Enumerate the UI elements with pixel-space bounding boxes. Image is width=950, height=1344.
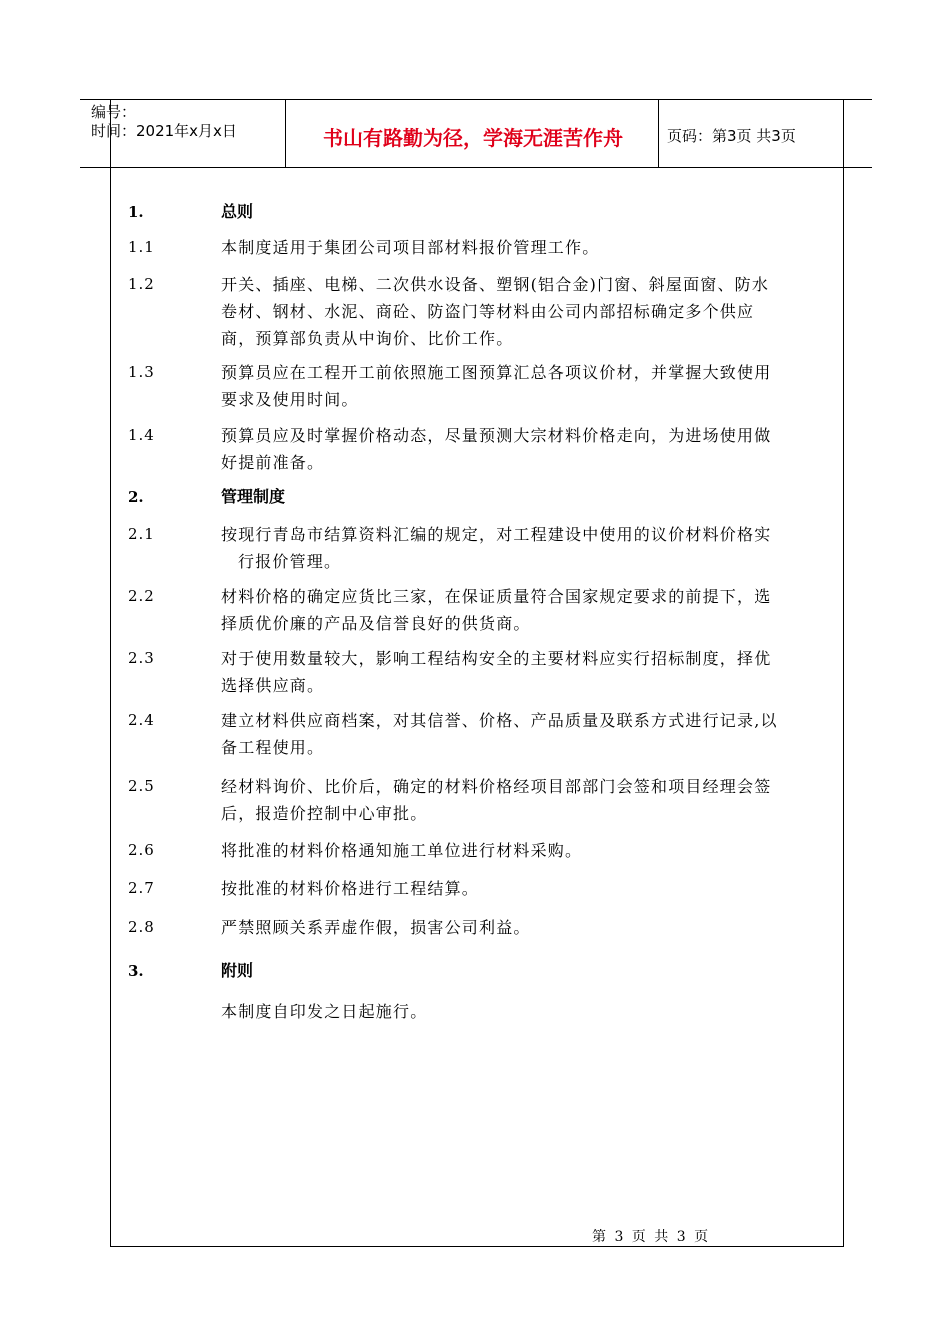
section-number: 2.: [128, 488, 144, 506]
item-line: 按批准的材料价格进行工程结算。: [221, 879, 480, 898]
section-title: 管理制度: [221, 487, 286, 506]
item-line: 行报价管理。: [238, 552, 342, 571]
document-number-label: 编号：: [91, 103, 137, 121]
item-line: 开关、插座、电梯、二次供水设备、塑钢(铝合金)门窗、斜屋面窗、防水: [221, 275, 770, 294]
item-line: 卷材、钢材、水泥、商砼、防盗门等材料由公司内部招标确定多个供应: [221, 302, 755, 321]
item-text: [221, 422, 849, 476]
section-number: 1.: [128, 203, 144, 221]
item-line: 择质优价廉的产品及信誉良好的供货商。: [221, 614, 531, 633]
item-line: 预算员应在工程开工前依照施工图预算汇总各项议价材，并掌握大致使用: [221, 363, 772, 382]
item-text: [221, 773, 849, 827]
item-text: [221, 837, 849, 864]
header-divider-2: [658, 99, 659, 167]
item-line: 将批准的材料价格通知施工单位进行材料采购。: [221, 841, 583, 860]
document-time-label: 时间：2021年x月x日: [91, 122, 237, 140]
item-number: 1.4: [128, 426, 155, 444]
item-text: [221, 645, 849, 699]
item-text: [221, 914, 849, 941]
section-title: 总则: [221, 202, 254, 221]
item-line: 后，报造价控制中心审批。: [221, 804, 428, 823]
item-number: 2.7: [128, 879, 155, 897]
item-number: 2.3: [128, 649, 155, 667]
page-indicator: 页码：第3页 共3页: [667, 127, 796, 145]
item-line: 经材料询价、比价后，确定的材料价格经项目部部门会签和项目经理会签: [221, 777, 772, 796]
item-number: 1.3: [128, 363, 155, 381]
item-line: 严禁照顾关系弄虚作假，损害公司利益。: [221, 918, 531, 937]
item-number: 2.5: [128, 777, 155, 795]
item-text: [221, 707, 849, 761]
item-line: 备工程使用。: [221, 738, 325, 757]
item-text: [221, 521, 849, 575]
item-line: 选择供应商。: [221, 676, 325, 695]
header-bottom-border: [80, 167, 872, 168]
item-line: 材料价格的确定应货比三家，在保证质量符合国家规定要求的前提下，选: [221, 587, 772, 606]
item-text: [221, 359, 849, 413]
item-line: 本制度适用于集团公司项目部材料报价管理工作。: [221, 238, 600, 257]
header-motto: 书山有路勤为径，学海无涯苦作舟: [323, 126, 623, 150]
page-footer: 第 3 页 共 3 页: [592, 1229, 711, 1245]
item-number: 2.1: [128, 525, 155, 543]
header-divider-1: [285, 99, 286, 167]
section-number: 3.: [128, 962, 144, 980]
item-line: 本制度自印发之日起施行。: [221, 1002, 428, 1021]
item-text: [221, 998, 849, 1025]
item-line: 商，预算部负责从中询价、比价工作。: [221, 329, 514, 348]
body-bottom-border: [110, 1246, 844, 1247]
item-number: 2.4: [128, 711, 155, 729]
item-line: 对于使用数量较大，影响工程结构安全的主要材料应实行招标制度，择优: [221, 649, 772, 668]
item-line: 好提前准备。: [221, 453, 325, 472]
item-text: [221, 234, 849, 261]
item-number: 2.8: [128, 918, 155, 936]
item-number: 2.2: [128, 587, 155, 605]
section-title: 附则: [221, 961, 254, 980]
item-line: 要求及使用时间。: [221, 390, 359, 409]
item-line: 建立材料供应商档案，对其信誉、价格、产品质量及联系方式进行记录,以: [221, 711, 778, 730]
item-line: 预算员应及时掌握价格动态，尽量预测大宗材料价格走向，为进场使用做: [221, 426, 772, 445]
item-line: 按现行青岛市结算资料汇编的规定，对工程建设中使用的议价材料价格实: [221, 525, 772, 544]
item-text: [221, 875, 849, 902]
item-text: [221, 583, 849, 637]
header-top-border: [80, 99, 872, 100]
body-left-border: [110, 99, 111, 1246]
item-number: 1.1: [128, 238, 155, 256]
item-text: [221, 271, 849, 352]
item-number: 1.2: [128, 275, 155, 293]
item-number: 2.6: [128, 841, 155, 859]
